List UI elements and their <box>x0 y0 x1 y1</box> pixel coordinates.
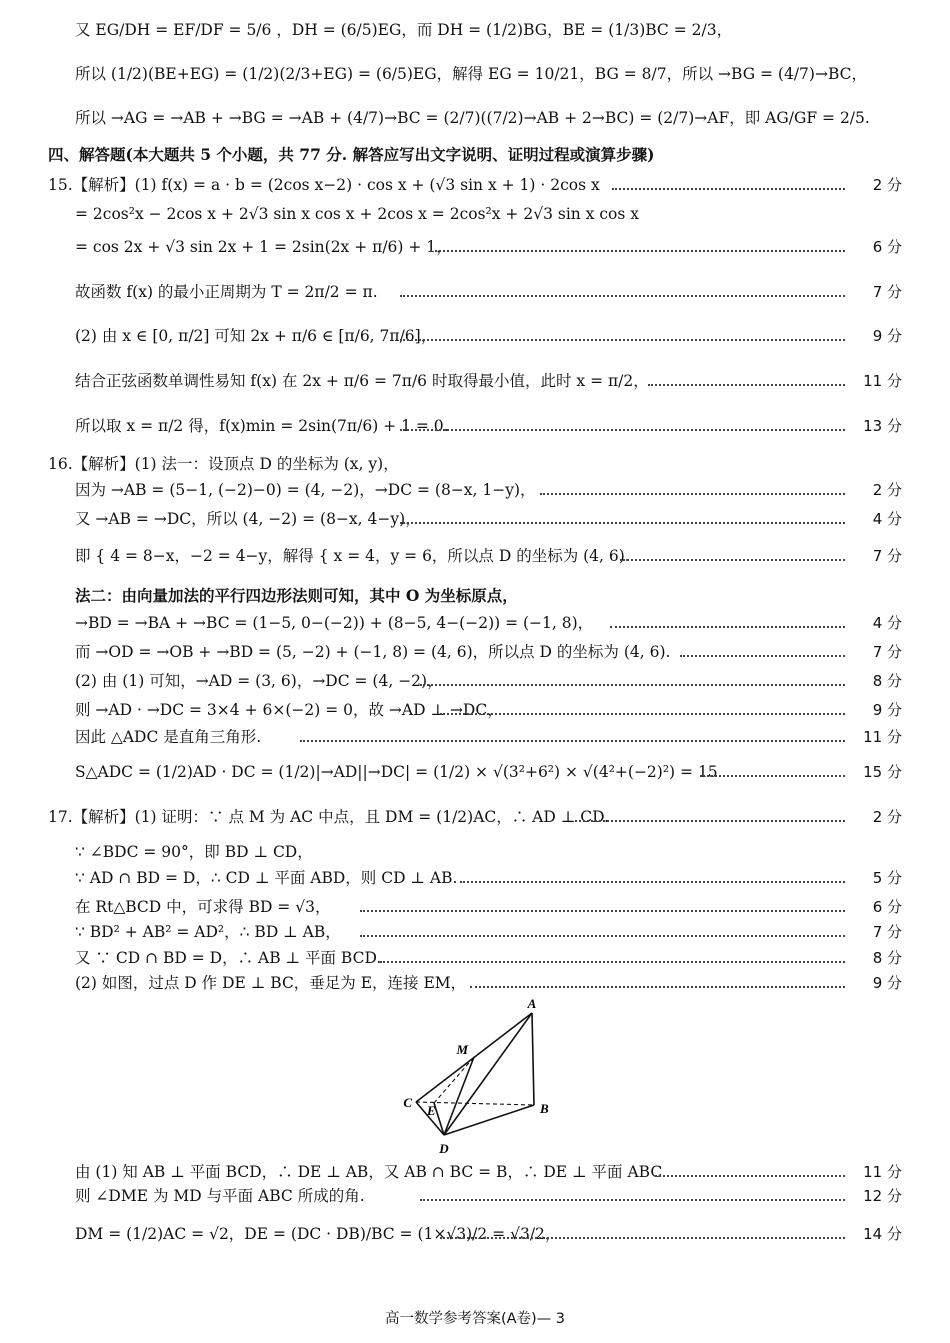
page-footer: 高一数学参考答案(A卷)— 3 <box>384 1311 566 1327</box>
q15-line-6: 结合正弦函数单调性易知 f(x) 在 2x + π/6 = 7π/6 时取得最小值，此时 x = π/2， 11 分 <box>0 367 950 395</box>
section-heading: 四、解答题(本大题共 5 个小题，共 77 分. 解答应写出文字说明、证明过程或演算步骤) <box>48 145 655 164</box>
label-m: M <box>456 1042 468 1057</box>
score: 12 分 <box>863 1187 902 1205</box>
line-1: 又 EG/DH = EF/DF = 5/6 ，DH = (6/5)EG，而 DH = (1/2)BG，BE = (1/3)BC = 2/3， <box>75 21 733 39</box>
score: 6 分 <box>872 238 902 256</box>
q16-line-11: S△ADC = (1/2)AD · DC = (1/2)|→AD||→DC| = (1/2) × √(3²+6²) × √(4²+(−2)²) = 15. 15 分 <box>0 758 950 786</box>
score: 8 分 <box>872 949 902 967</box>
q15-line-2: = 2cos²x − 2cos x + 2√3 sin x cos x + 2cos x = 2cos²x + 2√3 sin x cos x <box>75 205 639 223</box>
line-2: 所以 (1/2)(BE+EG) = (1/2)(2/3+EG) = (6/5)EG，解得 EG = 10/21，BG = 8/7，所以 →BG = (4/7)→BC， <box>75 65 867 83</box>
label-e: E <box>427 1103 436 1118</box>
score: 2 分 <box>872 176 902 194</box>
q17-line-3: ∵ AD ∩ BD = D，∴ CD ⊥ 平面 ABD，则 CD ⊥ AB. 5 分 <box>0 864 950 892</box>
score: 9 分 <box>872 974 902 992</box>
q16-line-9: 则 →AD · →DC = 3×4 + 6×(−2) = 0，故 →AD ⊥ →DC， 9 分 <box>0 696 950 724</box>
score: 15 分 <box>863 763 902 781</box>
q17-line-6: 又 ∵ CD ∩ BD = D，∴ AB ⊥ 平面 BCD. 8 分 <box>0 944 950 972</box>
label-b: B <box>540 1101 549 1116</box>
score: 2 分 <box>872 808 902 826</box>
score: 4 分 <box>872 614 902 632</box>
edge-ab <box>532 1013 534 1105</box>
label-a: A <box>527 996 537 1011</box>
q17-line-5: ∵ BD² + AB² = AD²，∴ BD ⊥ AB， 7 分 <box>0 918 950 946</box>
score: 7 分 <box>872 923 902 941</box>
q16-line-8: (2) 由 (1) 可知，→AD = (3, 6)，→DC = (4, −2)， 8 分 <box>0 667 950 695</box>
score: 8 分 <box>872 672 902 690</box>
q16-line-7: 而 →OD = →OB + →BD = (5, −2) + (−1, 8) = (4, 6)，所以点 D 的坐标为 (4, 6). 7 分 <box>0 638 950 666</box>
q15-line-1: 15.【解析】(1) f(x) = a · b = (2cos x−2) · cos x + (√3 sin x + 1) · 2cos x 2 分 <box>0 171 950 199</box>
q16-line-3: 又 →AB = →DC，所以 (4, −2) = (8−x, 4−y)， 4 分 <box>0 505 950 533</box>
q15-line-5: (2) 由 x ∈ [0, π/2] 可知 2x + π/6 ∈ [π/6, 7π/6]， 9 分 <box>0 322 950 350</box>
q17-line-2: ∵ ∠BDC = 90°，即 BD ⊥ CD， <box>75 843 313 861</box>
q16-line-1: 16.【解析】(1) 法一：设顶点 D 的坐标为 (x, y)， <box>48 455 399 473</box>
q15-line-4: 故函数 f(x) 的最小正周期为 T = 2π/2 = π. 7 分 <box>0 278 950 306</box>
score: 7 分 <box>872 283 902 301</box>
label-d: D <box>439 1141 449 1155</box>
score: 11 分 <box>863 372 902 390</box>
edge-bd <box>444 1105 534 1135</box>
score: 7 分 <box>872 547 902 565</box>
score: 13 分 <box>863 417 902 435</box>
edge-em-dashed <box>434 1057 474 1103</box>
q17-line-8: 由 (1) 知 AB ⊥ 平面 BCD，∴ DE ⊥ AB，又 AB ∩ BC = B，∴ DE ⊥ 平面 ABC. 11 分 <box>0 1158 950 1186</box>
q17-line-1: 17.【解析】(1) 证明：∵ 点 M 为 AC 中点，且 DM = (1/2)AC，∴ AD ⊥ CD. 2 分 <box>0 803 950 831</box>
q17-line-7: (2) 如图，过点 D 作 DE ⊥ BC，垂足为 E，连接 EM， 9 分 <box>0 969 950 997</box>
q17-line-9: 则 ∠DME 为 MD 与平面 ABC 所成的角. 12 分 <box>0 1182 950 1210</box>
geometry-figure <box>400 995 590 1155</box>
q15-line-7: 所以取 x = π/2 得，f(x)min = 2sin(7π/6) + 1 = 0. 13 分 <box>0 412 950 440</box>
q16-line-6: →BD = →BA + →BC = (1−5, 0−(−2)) + (8−5, 4−(−2)) = (−1, 8)， 4 分 <box>0 609 950 637</box>
q17-line-10: DM = (1/2)AC = √2，DE = (DC · DB)/BC = (1×√3)/2 = √3/2， 14 分 <box>0 1220 950 1248</box>
q16-line-4: 即 { 4 = 8−x，−2 = 4−y，解得 { x = 4，y = 6，所以点 D 的坐标为 (4, 6). 7 分 <box>0 542 950 570</box>
score: 9 分 <box>872 701 902 719</box>
q16-line-2: 因为 →AB = (5−1, (−2)−0) = (4, −2)，→DC = (8−x, 1−y)， 2 分 <box>0 476 950 504</box>
q16-line-10: 因此 △ADC 是直角三角形. 11 分 <box>0 723 950 751</box>
score: 7 分 <box>872 643 902 661</box>
score: 9 分 <box>872 327 902 345</box>
score: 6 分 <box>872 898 902 916</box>
score: 4 分 <box>872 510 902 528</box>
score: 11 分 <box>863 1163 902 1181</box>
score: 14 分 <box>863 1225 902 1243</box>
line-3: 所以 →AG = →AB + →BG = →AB + (4/7)→BC = (2/7)((7/2)→AB + 2→BC) = (2/7)→AF，即 AG/GF = 2/5. <box>75 109 870 127</box>
score: 5 分 <box>872 869 902 887</box>
edge-ad <box>444 1013 532 1135</box>
q16-line-5: 法二：由向量加法的平行四边形法则可知，其中 O 为坐标原点， <box>75 586 518 605</box>
score: 11 分 <box>863 728 902 746</box>
score: 2 分 <box>872 481 902 499</box>
q17-line-4: 在 Rt△BCD 中，可求得 BD = √3， 6 分 <box>0 893 950 921</box>
label-c: C <box>403 1095 412 1110</box>
q15-line-3: = cos 2x + √3 sin 2x + 1 = 2sin(2x + π/6) + 1， 6 分 <box>0 233 950 261</box>
